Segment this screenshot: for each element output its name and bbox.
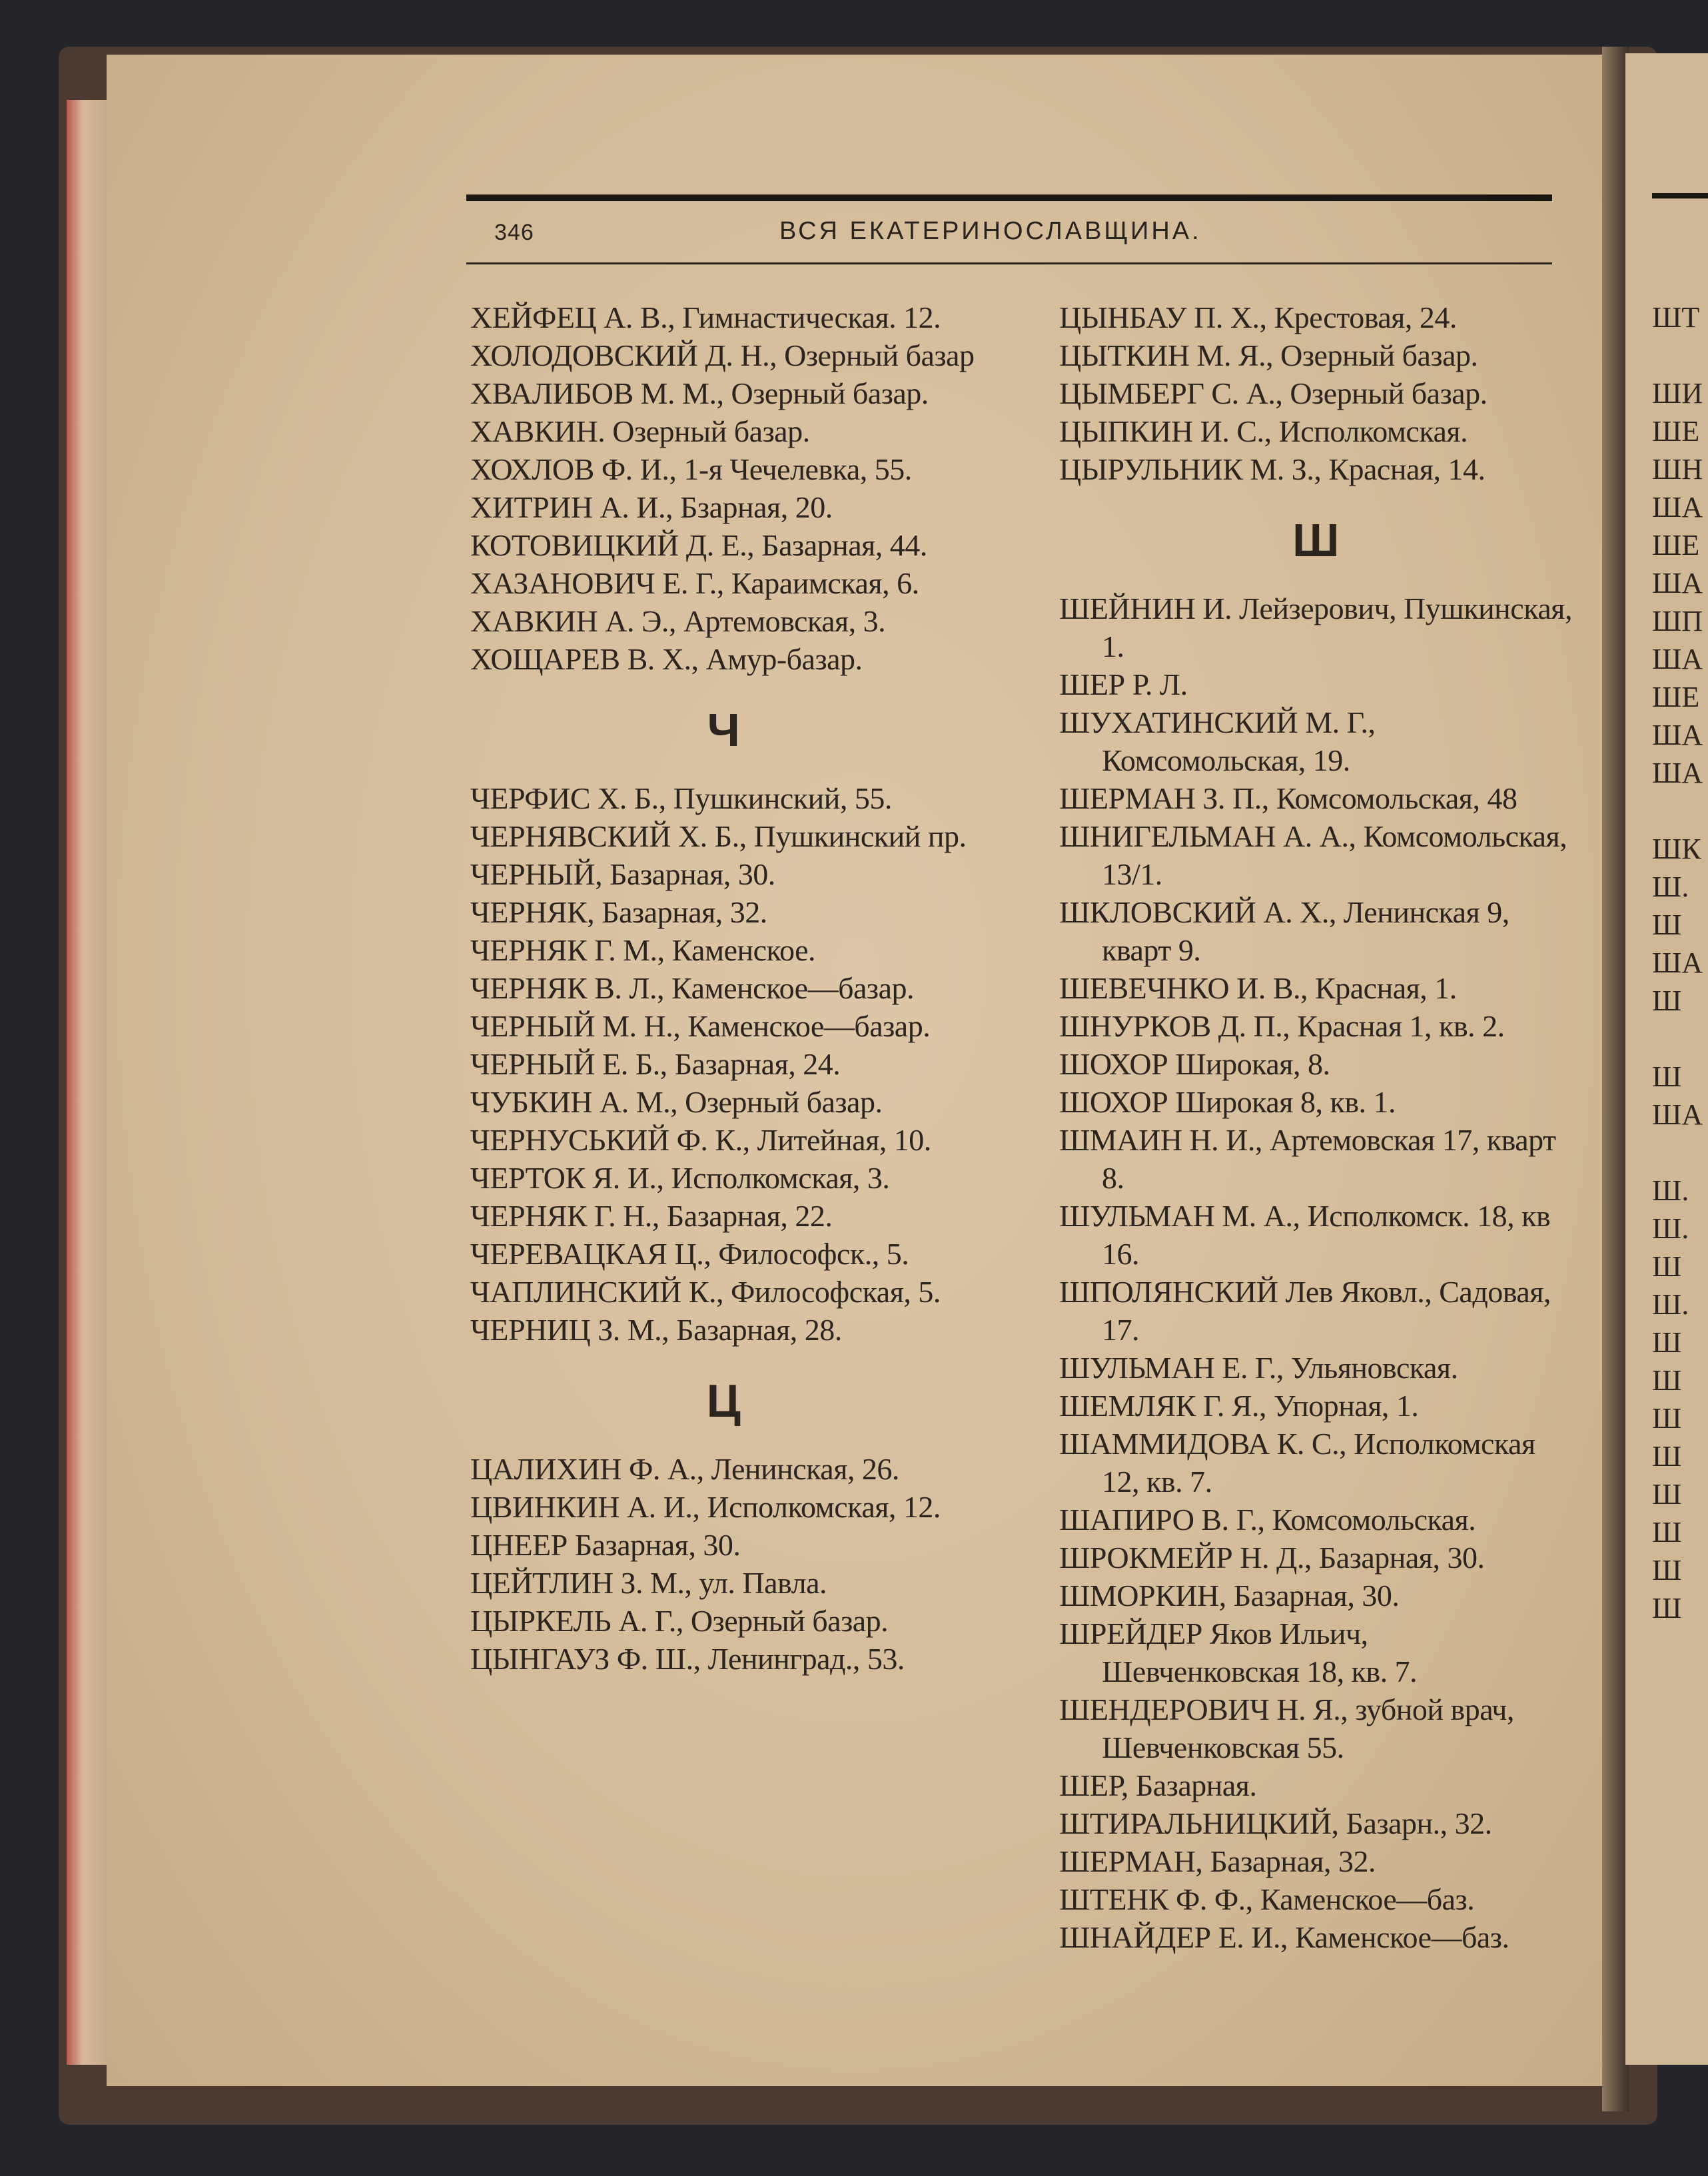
next-page-fragment: Ш: [1652, 1554, 1682, 1587]
book-gutter: [1602, 47, 1629, 2111]
next-page-fragment: [1652, 1020, 1703, 1058]
directory-entry: ЧЕРФИС Х. Б., Пушкинский, 55.: [470, 781, 892, 815]
directory-entry: ХИТРИН А. И., Бзарная, 20.: [470, 490, 833, 524]
next-page-fragment: ШК: [1652, 833, 1701, 865]
directory-entry: ШМАИН Н. И., Артемовская 17, кварт 8.: [1059, 1123, 1556, 1195]
next-page-fragment: [1652, 336, 1703, 374]
directory-entry: ШОХОР Широкая, 8.: [1059, 1047, 1330, 1081]
directory-entry: ШЕРМАН, Базарная, 32.: [1059, 1844, 1376, 1878]
directory-entry: ШЕР, Базарная.: [1059, 1768, 1257, 1802]
directory-entry: ШЕНДЕРОВИЧ Н. Я., зубной врач, Шевченковская 55.: [1059, 1692, 1514, 1764]
directory-entry: ХАВКИН А. Э., Артемовская, 3.: [470, 604, 886, 638]
directory-entry: ШРОКМЕЙР Н. Д., Базарная, 30.: [1059, 1541, 1485, 1575]
next-page-fragment: ША: [1652, 491, 1703, 524]
directory-entry: ЧЕРНЯК Г. Н., Базарная, 22.: [470, 1199, 833, 1233]
next-page-fragment: ШТ: [1652, 301, 1700, 334]
entries-ts: [470, 1450, 977, 1678]
next-page-fragment: ШП: [1652, 605, 1703, 637]
directory-entry: ЧЕРЕВАЦКАЯ Ц., Философск., 5.: [470, 1237, 909, 1271]
next-page-fragment: Ш: [1652, 1516, 1682, 1549]
directory-entry: ЧАПЛИНСКИЙ К., Философская, 5.: [470, 1275, 941, 1309]
directory-entry: ШНИГЕЛЬМАН А. А., Комсомольская, 13/1.: [1059, 819, 1567, 891]
directory-entry: ЦАЛИХИН Ф. А., Ленинская, 26.: [470, 1452, 899, 1486]
next-page-fragment: ША: [1652, 1098, 1703, 1131]
next-page-fragment: [1652, 1134, 1703, 1172]
directory-entry: ЦЫРКЕЛЬ А. Г., Озерный базар.: [470, 1604, 889, 1638]
directory-entry: ШАММИДОВА К. С., Исполкомская 12, кв. 7.: [1059, 1427, 1535, 1499]
directory-entry: ЧЕРНЯК, Базарная, 32.: [470, 895, 767, 929]
next-page-fragment: Ш: [1652, 1440, 1682, 1473]
directory-entry: ХЕЙФЕЦ А. В., Гимнастическая. 12.: [470, 300, 941, 334]
directory-entry: ШНУРКОВ Д. П., Красная 1, кв. 2.: [1059, 1009, 1505, 1043]
directory-entry: ШПОЛЯНСКИЙ Лев Яковл., Садовая, 17.: [1059, 1275, 1551, 1347]
header-rule-bottom: [466, 262, 1552, 264]
directory-entry: ХОЛОДОВСКИЙ Д. Н., Озерный базар: [470, 338, 975, 372]
directory-entry: ШКЛОВСКИЙ А. Х., Ленинская 9, кварт 9.: [1059, 895, 1509, 967]
next-page-fragment: Ш: [1652, 1326, 1682, 1359]
section-heading-ts: Ц: [706, 1375, 741, 1427]
next-page-fragment: Ш: [1652, 1592, 1682, 1625]
next-page-fragment: Ш: [1652, 1250, 1682, 1283]
directory-entry: ЧУБКИН А. М., Озерный базар.: [470, 1085, 883, 1119]
directory-entry: ЧЕРНЫЙ Е. Б., Базарная, 24.: [470, 1047, 841, 1081]
next-page-fragment: ШЕ: [1652, 681, 1700, 713]
directory-entry: ЧЕРНИЦ З. М., Базарная, 28.: [470, 1313, 842, 1347]
directory-entry: ШОХОР Широкая 8, кв. 1.: [1059, 1085, 1396, 1119]
next-page-header-rule: [1652, 193, 1708, 198]
next-page-fragment: Ш: [1652, 1060, 1682, 1093]
next-page-fragment: Ш.: [1652, 1288, 1689, 1321]
section-heading-ch: Ч: [707, 704, 740, 756]
directory-entry: ЧЕРНЫЙ М. Н., Каменское—базар.: [470, 1009, 931, 1043]
directory-entry: ЧЕРНУСЬКИЙ Ф. К., Литейная, 10.: [470, 1123, 931, 1157]
next-page-fragment: Ш: [1652, 984, 1682, 1017]
directory-entry: ШЕМЛЯК Г. Я., Упорная, 1.: [1059, 1389, 1419, 1423]
directory-entry: ХАЗАНОВИЧ Е. Г., Караимская, 6.: [470, 566, 919, 600]
next-page-fragment: ША: [1652, 643, 1703, 675]
page-number: 346: [494, 220, 534, 245]
entries-ch: [470, 779, 977, 1349]
next-page-fragment: ША: [1652, 757, 1703, 789]
next-page-fragment: ШИ: [1652, 377, 1703, 410]
entries-sh: [1059, 589, 1572, 1956]
next-page-fragment: Ш.: [1652, 1212, 1689, 1245]
directory-entry: ШНАЙДЕР Е. И., Каменское—баз.: [1059, 1920, 1509, 1954]
directory-entry: ШЕРМАН З. П., Комсомольская, 48: [1059, 781, 1517, 815]
directory-entry: ЦЫПКИН И. С., Исполкомская.: [1059, 414, 1468, 448]
next-page-fragment: Ш: [1652, 908, 1682, 941]
directory-entry: ЧЕРТОК Я. И., Исполкомская, 3.: [470, 1161, 890, 1195]
next-page-fragment: ШН: [1652, 453, 1703, 486]
entries-top: [470, 298, 977, 678]
next-page-fragment: Ш.: [1652, 1174, 1689, 1207]
directory-entry: ЦЕЙТЛИН З. М., ул. Павла.: [470, 1566, 827, 1600]
left-column: [470, 298, 977, 1678]
directory-entry: ХАВКИН. Озерный базар.: [470, 414, 810, 448]
next-page-fragment: ША: [1652, 946, 1703, 979]
directory-entry: ШМОРКИН, Базарная, 30.: [1059, 1579, 1400, 1613]
directory-entry: ХОХЛОВ Ф. И., 1-я Чечелевка, 55.: [470, 452, 912, 486]
next-page-fragments: [1652, 298, 1703, 1627]
directory-entry: ЧЕРНЯВСКИЙ Х. Б., Пушкинский пр.: [470, 819, 967, 853]
header-rule-top: [466, 194, 1552, 201]
next-page-fragment: ШЕ: [1652, 529, 1700, 561]
next-page-fragment: ШЕ: [1652, 415, 1700, 448]
directory-entry: ХВАЛИБОВ М. М., Озерный базар.: [470, 376, 929, 410]
section-heading-sh: Ш: [1292, 514, 1339, 566]
directory-entry: ЧЕРНЯК Г. М., Каменское.: [470, 933, 816, 967]
directory-entry: КОТОВИЦКИЙ Д. Е., Базарная, 44.: [470, 528, 927, 562]
directory-entry: ШАПИРО В. Г., Комсомольская.: [1059, 1503, 1476, 1537]
directory-entry: ШУХАТИНСКИЙ М. Г., Комсомольская, 19.: [1059, 705, 1376, 777]
next-page-fragment: Ш: [1652, 1364, 1682, 1397]
directory-entry: ШУЛЬМАН М. А., Исполкомск. 18, кв 16.: [1059, 1199, 1551, 1271]
directory-entry: ЦЫМБЕРГ С. А., Озерный базар.: [1059, 376, 1488, 410]
next-page-fragment: ША: [1652, 719, 1703, 751]
directory-entry: ЦВИНКИН А. И., Исполкомская, 12.: [470, 1490, 941, 1524]
directory-entry: ШЕВЕЧНКО И. В., Красная, 1.: [1059, 971, 1457, 1005]
running-title: ВСЯ ЕКАТЕРИНОСЛАВЩИНА.: [779, 217, 1202, 245]
directory-entry: ЦЫНГАУЗ Ф. Ш., Ленинград., 53.: [470, 1642, 905, 1676]
directory-entry: ЦЫНБАУ П. Х., Крестовая, 24.: [1059, 300, 1457, 334]
directory-entry: ШУЛЬМАН Е. Г., Ульяновская.: [1059, 1351, 1458, 1385]
next-page-fragment: Ш: [1652, 1402, 1682, 1435]
directory-entry: ШЕЙНИН И. Лейзерович, Пушкинская, 1.: [1059, 591, 1572, 663]
directory-entry: ЦЫРУЛЬНИК М. З., Красная, 14.: [1059, 452, 1486, 486]
directory-entry: ЧЕРНЫЙ, Базарная, 30.: [470, 857, 775, 891]
directory-entry: ЧЕРНЯК В. Л., Каменское—базар.: [470, 971, 914, 1005]
directory-entry: ШРЕЙДЕР Яков Ильич, Шевченковская 18, кв. 7.: [1059, 1617, 1418, 1688]
directory-entry: ШЕР Р. Л.: [1059, 667, 1188, 701]
next-page-fragment: ША: [1652, 567, 1703, 599]
directory-entry: ЦНЕЕР Базарная, 30.: [470, 1528, 741, 1562]
right-column: [1059, 298, 1572, 1956]
directory-entry: ХОЩАРЕВ В. Х., Амур-базар.: [470, 642, 863, 676]
next-page-fragment: Ш: [1652, 1478, 1682, 1511]
directory-entry: ШТЕНК Ф. Ф., Каменское—баз.: [1059, 1882, 1475, 1916]
next-page-fragment: Ш.: [1652, 871, 1689, 903]
next-page-fragment: [1652, 792, 1703, 830]
directory-entry: ЦЫТКИН М. Я., Озерный базар.: [1059, 338, 1478, 372]
directory-entry: ШТИРАЛЬНИЦКИЙ, Базарн., 32.: [1059, 1806, 1492, 1840]
entries-ts-continued: [1059, 298, 1572, 488]
